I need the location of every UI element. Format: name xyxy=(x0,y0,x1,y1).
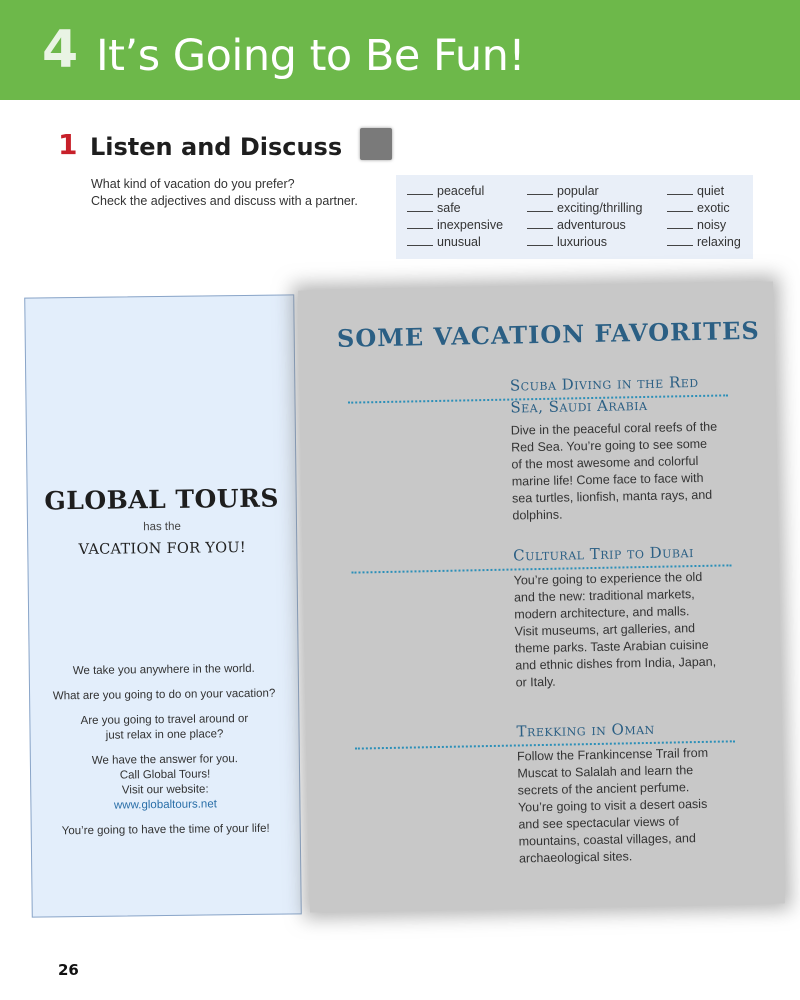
brochure-line: Are you going to travel around or just relax in one place? xyxy=(80,712,249,742)
brochure-line: You’re going to have the time of your life! xyxy=(61,822,270,838)
website-link[interactable]: www.globaltours.net xyxy=(113,798,217,812)
audio-icon[interactable] xyxy=(360,128,392,160)
answer-blank[interactable] xyxy=(407,217,433,229)
adjective-label: unusual xyxy=(437,235,481,249)
answer-blank[interactable] xyxy=(667,234,693,246)
adjective-item[interactable] xyxy=(667,234,741,251)
section-title: Listen and Discuss xyxy=(90,133,343,161)
adjective-label: relaxing xyxy=(697,235,741,249)
instruction-line: Check the adjectives and discuss with a partner. xyxy=(91,194,358,208)
answer-blank[interactable] xyxy=(667,200,693,212)
vacation-favorites-card xyxy=(298,281,785,912)
favorite-description: Dive in the peaceful coral reefs of the Red Sea. You’re going to see some of the most awesome and colorful marine life! Come face to face with sea turtles, lionfish, manta rays, and dolphins. xyxy=(510,419,718,523)
adjective-label: quiet xyxy=(697,184,725,198)
brochure-line: We have the answer for you. Call Global Tours! Visit our website: www.globaltours.net xyxy=(91,753,239,812)
answer-blank[interactable] xyxy=(527,183,553,195)
brochure-has-the: has the xyxy=(143,520,181,534)
unit-title: It’s Going to Be Fun! xyxy=(96,31,526,81)
brochure-title: GLOBAL TOURS xyxy=(44,483,280,516)
adjective-label: safe xyxy=(437,201,461,215)
adjective-label: exotic xyxy=(697,201,730,215)
instructions xyxy=(91,176,358,210)
favorite-description: You’re going to experience the old and the new: traditional markets, modern architecture, and malls. Visit museums, art galleries, and theme parks. Taste Arabian cuisine and ethnic dishes from India, Japan, or Italy. xyxy=(513,569,717,690)
answer-blank[interactable] xyxy=(527,217,553,229)
adjective-item[interactable] xyxy=(407,234,503,251)
adjective-item[interactable] xyxy=(527,217,642,234)
adjective-item[interactable] xyxy=(667,183,741,200)
adjective-item[interactable] xyxy=(527,183,642,200)
answer-blank[interactable] xyxy=(407,200,433,212)
adjective-checklist xyxy=(396,175,753,259)
adjective-column xyxy=(667,183,741,251)
favorite-description: Follow the Frankincense Trail from Muscat to Salalah and learn the secrets of the ancient perfume. You’re going to visit a desert oasis and see spectacular views of mountains, coastal villages, and archaeological sites. xyxy=(516,745,709,866)
adjective-item[interactable] xyxy=(667,200,741,217)
answer-blank[interactable] xyxy=(667,183,693,195)
adjective-label: luxurious xyxy=(557,235,608,249)
adjective-item[interactable] xyxy=(407,217,503,234)
brochure-tagline: VACATION FOR YOU! xyxy=(78,539,247,559)
answer-blank[interactable] xyxy=(527,234,553,246)
adjective-column xyxy=(527,183,642,251)
adjective-label: noisy xyxy=(697,218,727,232)
brochure-line: What are you going to do on your vacation? xyxy=(52,687,276,703)
brochure-body xyxy=(30,661,300,849)
favorite-place-title: Cultural Trip to Dubai xyxy=(513,543,694,565)
brochure-line: We take you anywhere in the world. xyxy=(72,662,255,678)
page-number: 26 xyxy=(58,961,79,979)
favorite-place-title: Scuba Diving in the Red Sea, Saudi Arabia xyxy=(509,372,699,417)
adjective-label: exciting/thrilling xyxy=(557,201,643,215)
adjective-label: peaceful xyxy=(437,184,485,198)
favorites-title: SOME VACATION FAVORITES xyxy=(336,315,760,353)
adjective-label: popular xyxy=(557,184,599,198)
adjective-item[interactable] xyxy=(407,183,503,200)
adjective-label: inexpensive xyxy=(437,218,504,232)
answer-blank[interactable] xyxy=(527,200,553,212)
adjective-item[interactable] xyxy=(667,217,741,234)
favorite-place-title: Trekking in Oman xyxy=(516,719,655,741)
unit-number: 4 xyxy=(42,20,79,80)
answer-blank[interactable] xyxy=(667,217,693,229)
adjective-item[interactable] xyxy=(527,200,642,217)
answer-blank[interactable] xyxy=(407,234,433,246)
adjective-item[interactable] xyxy=(407,200,503,217)
adjective-column xyxy=(407,183,503,251)
section-number: 1 xyxy=(58,128,78,161)
unit-header-band xyxy=(0,0,800,100)
instruction-line: What kind of vacation do you prefer? xyxy=(91,177,295,191)
answer-blank[interactable] xyxy=(407,183,433,195)
adjective-label: adventurous xyxy=(557,218,626,232)
global-tours-brochure xyxy=(24,294,302,917)
adjective-item[interactable] xyxy=(527,234,642,251)
